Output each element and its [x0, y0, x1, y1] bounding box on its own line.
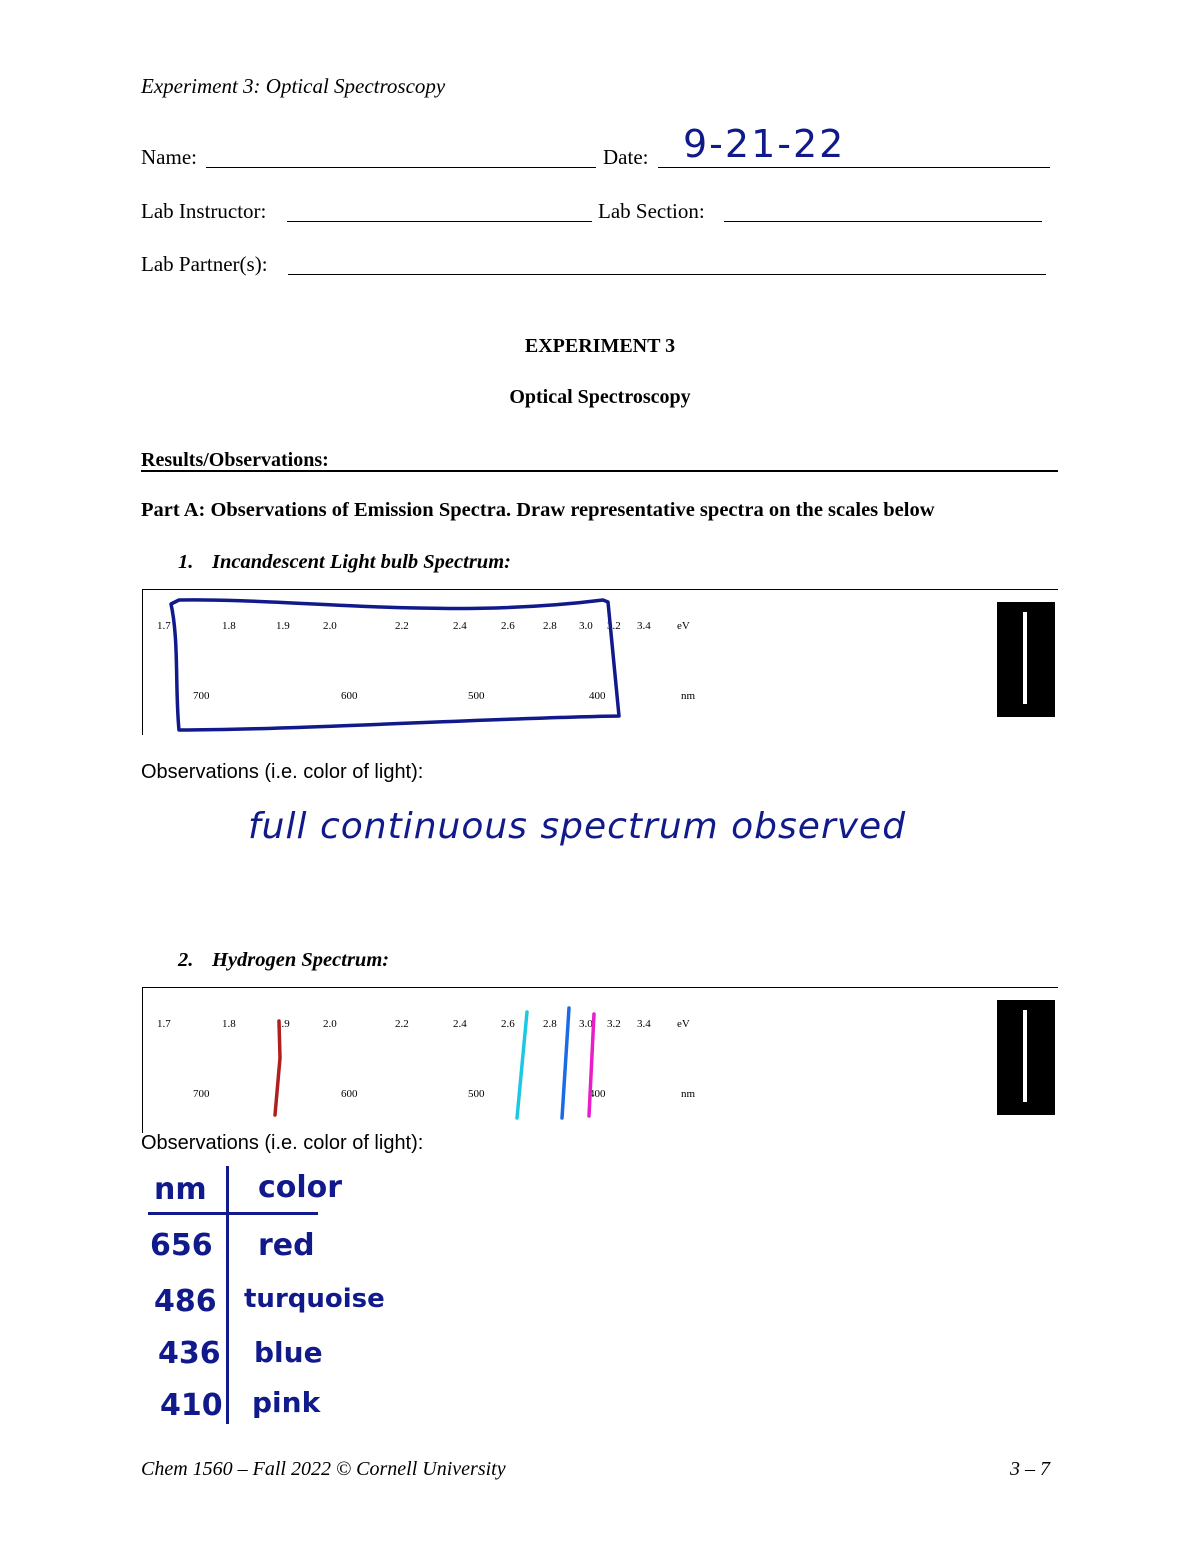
table-row-color: red [258, 1228, 315, 1263]
hydrogen-observation-table [148, 1166, 385, 1426]
page-header: Experiment 3: Optical Spectroscopy [141, 74, 446, 98]
ev-tick: 2.4 [453, 1018, 467, 1030]
nm-tick: 600 [341, 690, 358, 702]
section-label: Lab Section: [598, 199, 705, 223]
nm-tick: 700 [193, 690, 210, 702]
table-row-nm: 656 [150, 1228, 213, 1263]
ev-tick: 3.4 [637, 620, 651, 632]
emission-line-red [275, 1021, 280, 1115]
table-row-nm: 436 [158, 1336, 221, 1371]
ev-unit: eV [677, 620, 690, 632]
document-subtitle: Optical Spectroscopy [509, 386, 691, 408]
section1-observations-label: Observations (i.e. color of light): [141, 761, 424, 783]
slit-icon [997, 1000, 1055, 1115]
ev-tick: 3.4 [637, 1018, 651, 1030]
table-horizontal-rule [148, 1212, 318, 1215]
section2-number: 2. [178, 949, 194, 971]
table-row-nm: 486 [154, 1284, 217, 1319]
results-heading: Results/Observations: [141, 449, 329, 471]
ev-tick: 2.8 [543, 620, 557, 632]
ev-tick: 1.7 [157, 620, 171, 632]
ev-tick: 2.8 [543, 1018, 557, 1030]
ev-tick: 2.2 [395, 1018, 409, 1030]
ev-tick: 1.7 [157, 1018, 171, 1030]
slit-icon [997, 602, 1055, 717]
ev-tick: 3.0 [579, 1018, 593, 1030]
ev-tick: 1.8 [222, 1018, 236, 1030]
nm-unit: nm [681, 1088, 696, 1100]
emission-line-turquoise [517, 1012, 527, 1118]
name-line[interactable] [206, 167, 596, 168]
partners-line[interactable] [288, 274, 1046, 275]
section-line[interactable] [724, 221, 1042, 222]
footer-page-number: 3 – 7 [1010, 1458, 1050, 1480]
table-vertical-rule [226, 1166, 229, 1424]
partners-label: Lab Partner(s): [141, 252, 268, 276]
ev-tick: 3.2 [607, 1018, 621, 1030]
table-header-nm: nm [154, 1172, 207, 1207]
table-row-color: blue [254, 1336, 323, 1369]
footer-course: Chem 1560 – Fall 2022 © Cornell University [141, 1458, 506, 1480]
ev-tick: 2.6 [501, 1018, 515, 1030]
name-label: Name: [141, 145, 197, 169]
nm-tick: 400 [589, 1088, 606, 1100]
date-value-handwritten: 9-21-22 [683, 122, 846, 166]
ev-tick: 2.2 [395, 620, 409, 632]
table-row-nm: 410 [160, 1388, 223, 1423]
ev-tick: 3.0 [579, 620, 593, 632]
nm-tick: 500 [468, 690, 485, 702]
hydrogen-spectrum-scale [142, 987, 1058, 1133]
nm-unit: nm [681, 690, 696, 702]
continuous-spectrum-outline [171, 600, 619, 730]
ev-tick: 2.4 [453, 620, 467, 632]
results-rule [141, 470, 1058, 472]
nm-tick: 500 [468, 1088, 485, 1100]
ev-tick: 1.9 [276, 620, 290, 632]
section1-number: 1. [178, 551, 194, 573]
emission-line-pink [589, 1014, 594, 1116]
table-header-color: color [258, 1170, 343, 1205]
date-label: Date: [603, 145, 649, 169]
section1-title: Incandescent Light bulb Spectrum: [212, 551, 511, 573]
instructor-line[interactable] [287, 221, 592, 222]
nm-tick: 700 [193, 1088, 210, 1100]
section2-title: Hydrogen Spectrum: [212, 949, 390, 971]
nm-tick: 400 [589, 690, 606, 702]
ev-tick: 2.0 [323, 620, 337, 632]
incandescent-spectrum-scale [142, 589, 1058, 735]
part-a-instructions: Part A: Observations of Emission Spectra. Draw representative spectra on the scales below [141, 499, 935, 521]
ev-tick: 3.2 [607, 620, 621, 632]
document-title: EXPERIMENT 3 [524, 335, 676, 357]
section1-handwritten-observation: full continuous spectrum observed [248, 806, 907, 847]
ev-tick: 1.9 [276, 1018, 290, 1030]
nm-tick: 600 [341, 1088, 358, 1100]
table-row-color: pink [252, 1386, 321, 1419]
section2-observations-label: Observations (i.e. color of light): [141, 1132, 424, 1154]
ev-tick: 1.8 [222, 620, 236, 632]
emission-line-blue [562, 1008, 569, 1118]
date-line[interactable] [658, 167, 1050, 168]
emission-lines [143, 988, 1058, 1133]
drawn-box [143, 590, 1058, 735]
ev-tick: 2.6 [501, 620, 515, 632]
ev-unit: eV [677, 1018, 690, 1030]
instructor-label: Lab Instructor: [141, 199, 267, 223]
ev-tick: 2.0 [323, 1018, 337, 1030]
table-row-color: turquoise [244, 1284, 385, 1314]
